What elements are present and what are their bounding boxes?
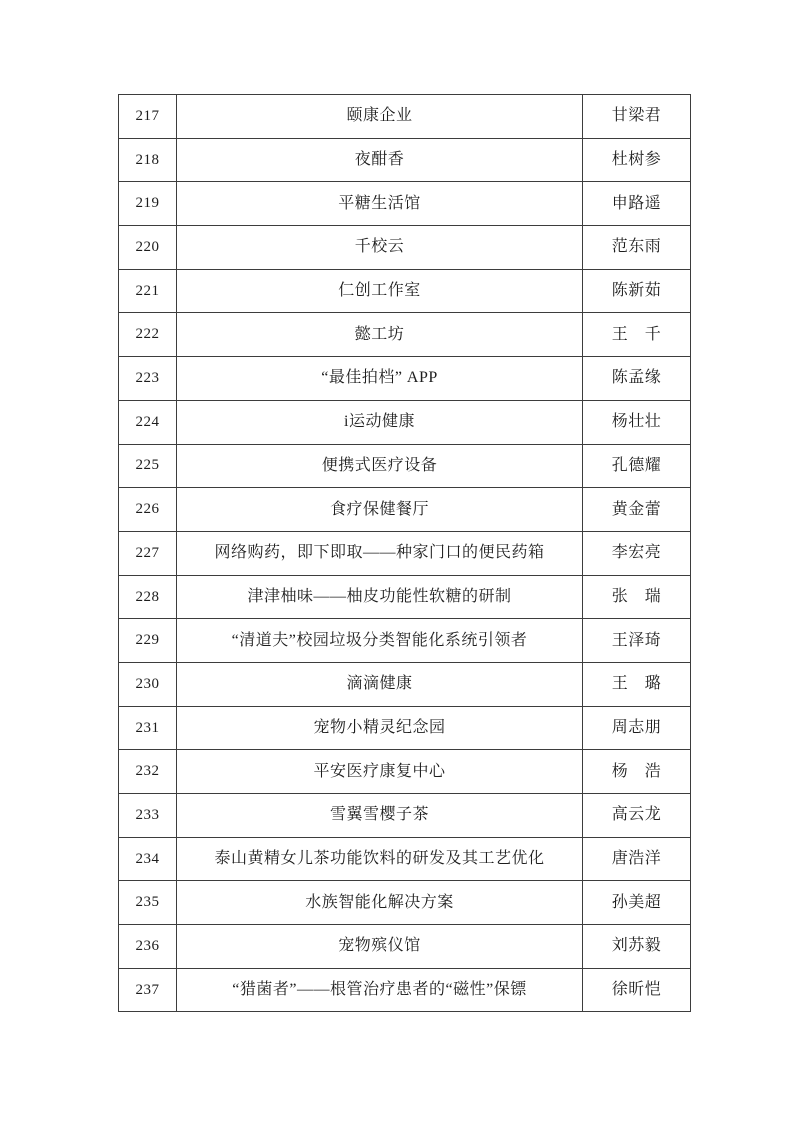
person-name-cell: 王 千 [583, 313, 691, 357]
row-number-cell: 237 [119, 968, 177, 1012]
project-name-cell: 懿工坊 [177, 313, 583, 357]
row-number-cell: 224 [119, 400, 177, 444]
person-name-cell: 高云龙 [583, 794, 691, 838]
row-number-cell: 222 [119, 313, 177, 357]
row-number-cell: 223 [119, 357, 177, 401]
person-name-cell: 黄金蕾 [583, 488, 691, 532]
project-name-cell: “清道夫”校园垃圾分类智能化系统引领者 [177, 619, 583, 663]
row-number-cell: 217 [119, 95, 177, 139]
row-number-cell: 226 [119, 488, 177, 532]
table-row [119, 95, 691, 139]
person-name-cell: 陈孟缘 [583, 357, 691, 401]
table-row [119, 531, 691, 575]
project-name-cell: 便携式医疗设备 [177, 444, 583, 488]
row-number-cell: 228 [119, 575, 177, 619]
person-name-cell: 杜树参 [583, 138, 691, 182]
row-number-cell: 220 [119, 226, 177, 270]
person-name-cell: 周志朋 [583, 706, 691, 750]
row-number-cell: 229 [119, 619, 177, 663]
project-name-cell: 雪翼雪樱子茶 [177, 794, 583, 838]
table-row [119, 968, 691, 1012]
table-row [119, 794, 691, 838]
person-name-cell: 李宏亮 [583, 531, 691, 575]
table-row [119, 444, 691, 488]
project-name-cell: 宠物小精灵纪念园 [177, 706, 583, 750]
person-name-cell: 甘梁君 [583, 95, 691, 139]
table-row [119, 750, 691, 794]
person-name-cell: 杨 浩 [583, 750, 691, 794]
table-row [119, 925, 691, 969]
person-name-cell: 王 璐 [583, 662, 691, 706]
project-name-cell: 网络购药，即下即取——种家门口的便民药箱 [177, 531, 583, 575]
row-number-cell: 234 [119, 837, 177, 881]
table-row [119, 313, 691, 357]
table-row [119, 226, 691, 270]
row-number-cell: 236 [119, 925, 177, 969]
table-row [119, 619, 691, 663]
table-row [119, 575, 691, 619]
person-name-cell: 孔德耀 [583, 444, 691, 488]
row-number-cell: 231 [119, 706, 177, 750]
person-name-cell: 范东雨 [583, 226, 691, 270]
project-name-cell: 水族智能化解决方案 [177, 881, 583, 925]
project-roster-table [118, 94, 691, 1012]
project-name-cell: 津津柚味——柚皮功能性软糖的研制 [177, 575, 583, 619]
table-row [119, 837, 691, 881]
person-name-cell: 刘苏毅 [583, 925, 691, 969]
project-name-cell: 平糖生活馆 [177, 182, 583, 226]
row-number-cell: 218 [119, 138, 177, 182]
project-name-cell: 宠物殡仪馆 [177, 925, 583, 969]
row-number-cell: 227 [119, 531, 177, 575]
person-name-cell: 徐昕恺 [583, 968, 691, 1012]
person-name-cell: 唐浩洋 [583, 837, 691, 881]
row-number-cell: 232 [119, 750, 177, 794]
project-name-cell: 夜酣香 [177, 138, 583, 182]
table-row [119, 357, 691, 401]
table-row [119, 138, 691, 182]
table-body [119, 95, 691, 1012]
person-name-cell: 孙美超 [583, 881, 691, 925]
project-name-cell: 平安医疗康复中心 [177, 750, 583, 794]
project-name-cell: i运动健康 [177, 400, 583, 444]
project-name-cell: 泰山黄精女儿茶功能饮料的研发及其工艺优化 [177, 837, 583, 881]
row-number-cell: 235 [119, 881, 177, 925]
project-name-cell: “猎菌者”——根管治疗患者的“磁性”保镖 [177, 968, 583, 1012]
person-name-cell: 张 瑞 [583, 575, 691, 619]
row-number-cell: 230 [119, 662, 177, 706]
project-name-cell: 千校云 [177, 226, 583, 270]
table-row [119, 662, 691, 706]
project-name-cell: 仁创工作室 [177, 269, 583, 313]
person-name-cell: 杨壮壮 [583, 400, 691, 444]
project-name-cell: “最佳拍档” APP [177, 357, 583, 401]
project-name-cell: 滴滴健康 [177, 662, 583, 706]
row-number-cell: 233 [119, 794, 177, 838]
table-row [119, 400, 691, 444]
project-name-cell: 颐康企业 [177, 95, 583, 139]
table-row [119, 269, 691, 313]
person-name-cell: 陈新茹 [583, 269, 691, 313]
row-number-cell: 221 [119, 269, 177, 313]
person-name-cell: 王泽琦 [583, 619, 691, 663]
project-name-cell: 食疗保健餐厅 [177, 488, 583, 532]
row-number-cell: 225 [119, 444, 177, 488]
person-name-cell: 申路遥 [583, 182, 691, 226]
table-row [119, 488, 691, 532]
table-row [119, 706, 691, 750]
table-row [119, 182, 691, 226]
row-number-cell: 219 [119, 182, 177, 226]
table-row [119, 881, 691, 925]
